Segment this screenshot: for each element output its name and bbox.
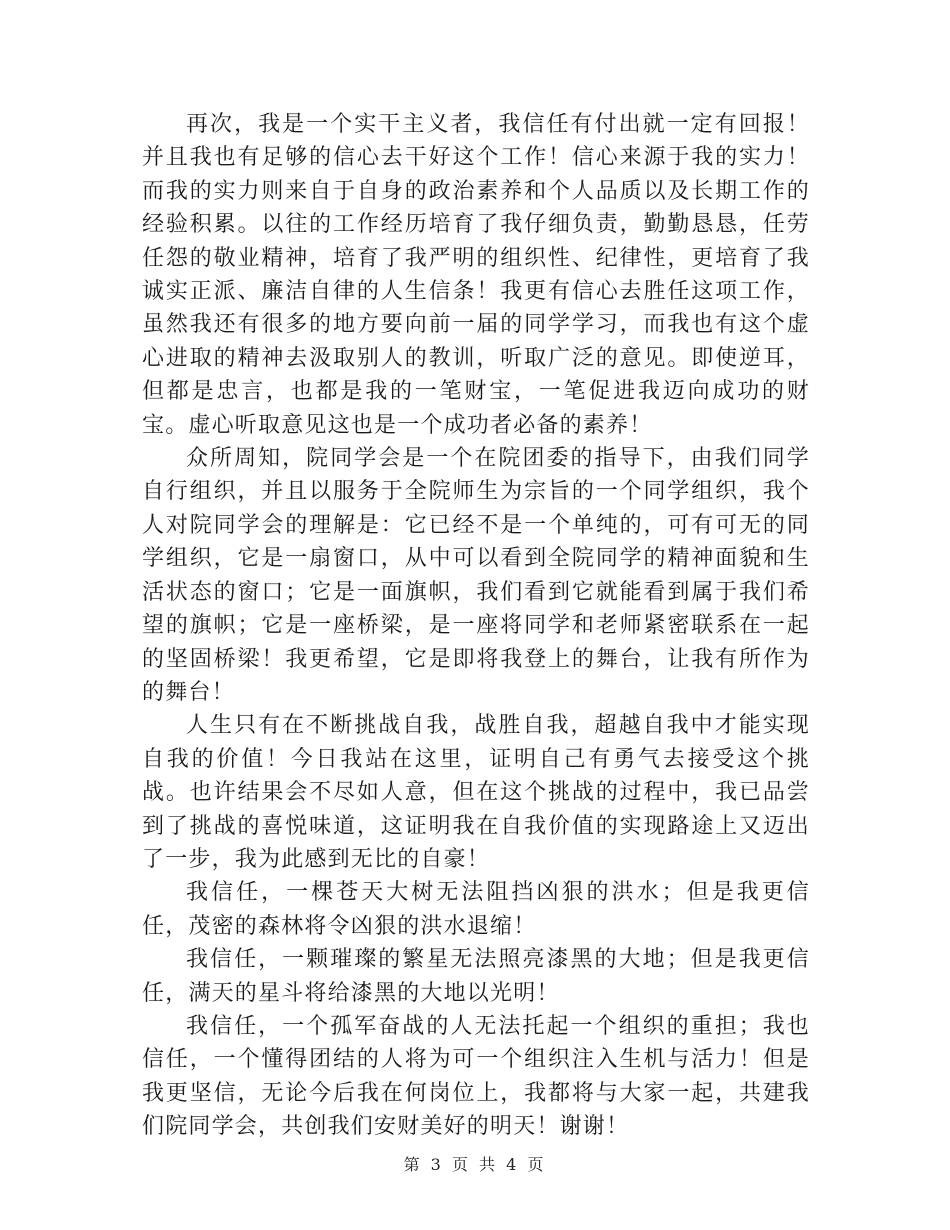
document-body xyxy=(142,108,810,1144)
paragraph-2: 众所周知，院同学会是一个在院团委的指导下，由我们同学自行组织，并且以服务于全院师生为宗旨的一个同学组织，我个人对院同学会的理解是：它已经不是一个单纯的，可有可无的同学组织，它是一扇窗口，从中可以看到全院同学的精神面貌和生活状态的窗口；它是一面旗帜，我们看到它就能看到属于我们希望的旗帜；它是一座桥梁，是一座将同学和老师紧密联系在一起的坚固桥梁！我更希望，它是即将我登上的舞台，让我有所作为的舞台！ xyxy=(142,446,810,705)
page-number-footer: 第 3 页 共 4 页 xyxy=(403,1155,547,1174)
paragraph-6: 我信任，一个孤军奋战的人无法托起一个组织的重担；我也信任，一个懂得团结的人将为可一个组织注入生机与活力！但是我更坚信，无论今后我在何岗位上，我都将与大家一起，共建我们院同学会，共创我们安财美好的明天！谢谢！ xyxy=(142,1013,810,1140)
paragraph-5: 我信任，一颗璀璨的繁星无法照亮漆黑的大地；但是我更信任，满天的星斗将给漆黑的大地以光明！ xyxy=(142,947,810,1006)
paragraph-1: 再次，我是一个实干主义者，我信任有付出就一定有回报！并且我也有足够的信心去干好这个工作！信心来源于我的实力！而我的实力则来自于自身的政治素养和个人品质以及长期工作的经验积累。以往的工作经历培育了我仔细负责，勤勤恳恳，任劳任怨的敬业精神，培育了我严明的组织性、纪律性，更培育了我诚实正派、廉洁自律的人生信条！我更有信心去胜任这项工作，虽然我还有很多的地方要向前一届的同学学习，而我也有这个虚心进取的精神去汲取别人的教训，听取广泛的意见。即使逆耳，但都是忠言，也都是我的一笔财宝，一笔促进我迈向成功的财宝。虚心听取意见这也是一个成功者必备的素养！ xyxy=(142,112,810,438)
paragraph-3: 人生只有在不断挑战自我，战胜自我，超越自我中才能实现自我的价值！今日我站在这里，证明自己有勇气去接受这个挑战。也许结果会不尽如人意，但在这个挑战的过程中，我已品尝到了挑战的喜悦味道，这证明我在自我价值的实现路途上又迈出了一步，我为此感到无比的自豪！ xyxy=(142,713,810,872)
paragraph-4: 我信任，一棵苍天大树无法阻挡凶狠的洪水；但是我更信任，茂密的森林将令凶狠的洪水退缩！ xyxy=(142,880,810,939)
